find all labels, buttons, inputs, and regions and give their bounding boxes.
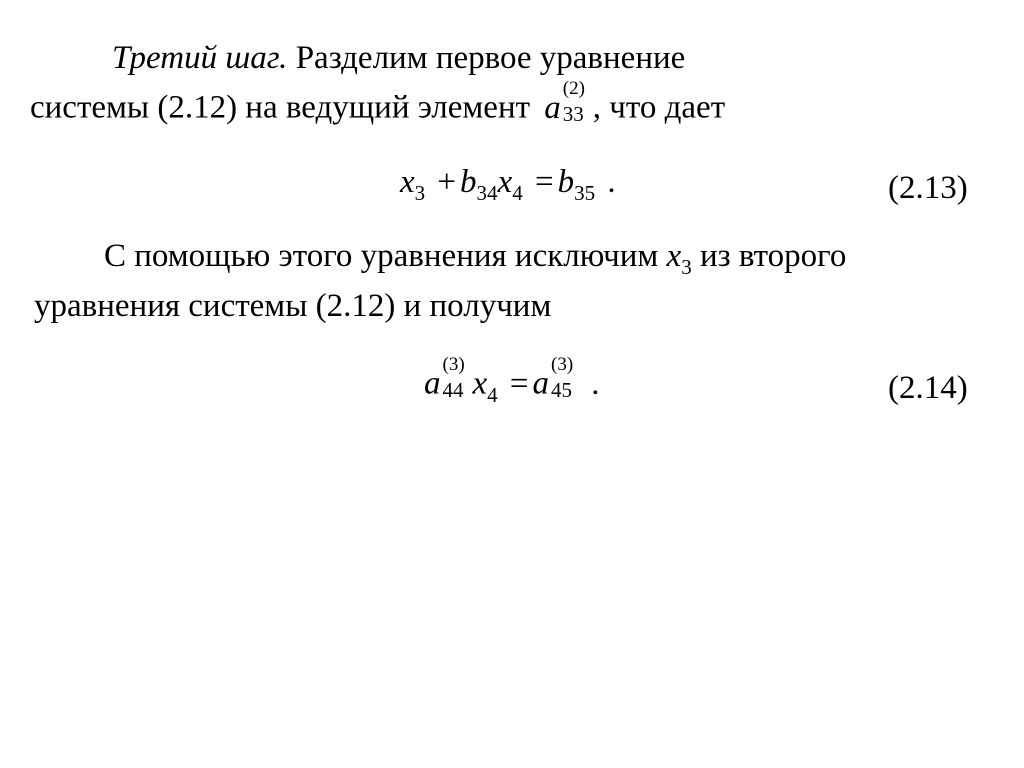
step-heading: Третий шаг. bbox=[112, 40, 288, 76]
paragraph2-line1 bbox=[104, 238, 847, 279]
pivot-element bbox=[544, 78, 593, 126]
equation-2-14 bbox=[424, 354, 600, 407]
inline-var-x: x bbox=[666, 238, 682, 274]
eq1-b34: b bbox=[460, 164, 477, 200]
paragraph1-line2-text: системы (2.12) на ведущий элемент bbox=[30, 89, 531, 126]
equation-2-13 bbox=[400, 164, 616, 205]
eq2-equals: = bbox=[509, 365, 529, 402]
eq2-a44-sup: (3) bbox=[442, 354, 465, 375]
eq1-x3-sub: 3 bbox=[414, 181, 426, 205]
pivot-indices bbox=[561, 78, 593, 130]
eq2-a45-sub: 45 bbox=[551, 378, 573, 402]
eq2-a45-sup: (3) bbox=[551, 354, 574, 375]
pivot-symbol: a bbox=[544, 89, 561, 126]
paragraph1-line1-text: Разделим первое уравнение bbox=[287, 40, 686, 76]
eq2-a44-sub: 44 bbox=[442, 378, 464, 402]
eq2-x4: x bbox=[472, 365, 488, 402]
pivot-sub: 33 bbox=[562, 102, 584, 126]
eq1-period: . bbox=[607, 164, 616, 200]
equation-number-2-13: (2.13) bbox=[888, 170, 968, 206]
paragraph1-line2 bbox=[30, 78, 726, 130]
eq2-period: . bbox=[591, 365, 600, 402]
paragraph1-line1 bbox=[112, 42, 685, 75]
eq2-a44-indices bbox=[441, 354, 473, 406]
paragraph2-line1-end: из второго bbox=[699, 238, 847, 274]
eq1-b35: b bbox=[557, 164, 575, 200]
eq1-x4-sub: 4 bbox=[512, 181, 523, 205]
pivot-sup: (2) bbox=[562, 78, 585, 99]
eq1-equals: = bbox=[534, 164, 554, 200]
inline-var-sub: 3 bbox=[681, 255, 692, 279]
eq1-x3: x bbox=[400, 164, 415, 200]
eq1-plus: + bbox=[437, 164, 457, 200]
paragraph2-line2: уравнения системы (2.12) и получим bbox=[34, 288, 552, 324]
eq2-a45-indices bbox=[549, 354, 581, 406]
eq2-a44: a bbox=[424, 365, 441, 402]
eq1-x4: x bbox=[497, 164, 513, 200]
paragraph2-line1-text: С помощью этого уравнения исключим bbox=[104, 238, 659, 274]
eq2-a45: a bbox=[532, 365, 550, 402]
equation-number-2-14: (2.14) bbox=[888, 370, 968, 406]
eq1-b35-sub: 35 bbox=[574, 181, 596, 205]
eq2-x4-sub: 4 bbox=[487, 382, 498, 407]
eq1-b34-sub: 34 bbox=[476, 181, 498, 205]
paragraph1-line2-end: , что дает bbox=[592, 89, 726, 126]
